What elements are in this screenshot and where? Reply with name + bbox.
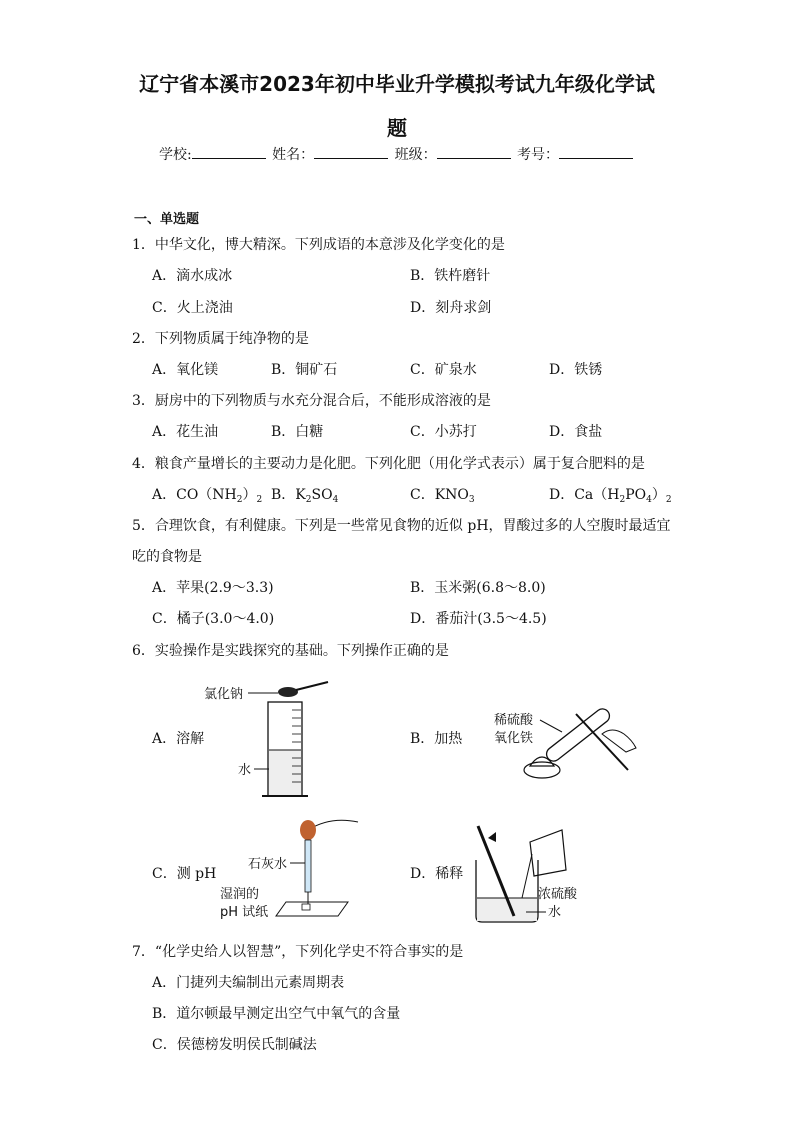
- question-7-stem: 7．“化学史给人以智慧”，下列化学史不符合事实的是: [132, 944, 464, 960]
- exam-no-blank[interactable]: [559, 144, 633, 159]
- q1-option-c[interactable]: C．火上浇油: [152, 300, 233, 316]
- q6-option-b[interactable]: B．加热: [410, 731, 463, 747]
- q4-option-b[interactable]: B．$K_2SO_4$: [271, 487, 339, 505]
- q4-option-c[interactable]: C．$KNO_3$: [410, 487, 475, 505]
- q2-option-b[interactable]: B．铜矿石: [271, 362, 338, 378]
- figure-c-ph-test: [218, 812, 368, 922]
- exam-title-line1: 辽宁省本溪市2023年初中毕业升学模拟考试九年级化学试: [139, 72, 655, 96]
- q1-option-a[interactable]: A．滴水成冰: [152, 268, 233, 284]
- q6-option-d[interactable]: D．稀释: [410, 866, 464, 882]
- class-label: 班级：: [394, 147, 437, 163]
- dropper-bulb-icon: [300, 820, 316, 840]
- question-4-stem: 4．粮食产量增长的主要动力是化肥。下列化肥（用化学式表示）属于复合肥料的是: [132, 456, 645, 472]
- question-3-stem: 3．厨房中的下列物质与水充分混合后，不能形成溶液的是: [132, 393, 491, 409]
- q3-option-b[interactable]: B．白糖: [271, 424, 324, 440]
- figure-a-cylinder: [200, 674, 340, 804]
- q6-option-a[interactable]: A．溶解: [152, 731, 205, 747]
- question-2-stem: 2．下列物质属于纯净物的是: [132, 331, 309, 347]
- section-heading: 一、单选题: [134, 212, 200, 227]
- question-5-stem-line2: 吃的食物是: [132, 549, 202, 565]
- question-5-stem-line1: 5．合理饮食，有利健康。下列是一些常见食物的近似 pH，胃酸过多的人空腹时最适宜: [132, 518, 671, 534]
- q5-option-a[interactable]: A．苹果(2.9～3.3): [152, 580, 274, 596]
- alcohol-lamp-icon: [524, 762, 560, 778]
- exam-title-line2: 题: [387, 116, 407, 140]
- q3-option-d[interactable]: D．食盐: [549, 424, 603, 440]
- school-blank[interactable]: [192, 144, 266, 159]
- q7-option-b[interactable]: B．道尔顿最早测定出空气中氧气的含量: [152, 1006, 401, 1022]
- fig-a-label-nacl: 氯化钠: [204, 687, 244, 702]
- q3-option-a[interactable]: A．花生油: [152, 424, 219, 440]
- q1-option-b[interactable]: B．铁杵磨针: [410, 268, 491, 284]
- q6-option-c[interactable]: C．测 pH: [152, 866, 217, 882]
- q3-option-c[interactable]: C．小苏打: [410, 424, 477, 440]
- fig-b-label-oxide: 氧化铁: [494, 731, 534, 746]
- question-6-stem: 6．实验操作是实践探究的基础。下列操作正确的是: [132, 643, 449, 659]
- q5-option-d[interactable]: D．番茄汁(3.5～4.5): [410, 611, 547, 627]
- q5-option-c[interactable]: C．橘子(3.0～4.0): [152, 611, 275, 627]
- q5-option-b[interactable]: B．玉米粥(6.8～8.0): [410, 580, 546, 596]
- q4-option-a[interactable]: A．$CO(NH_2)_2$: [152, 487, 263, 505]
- student-info-row: [0, 144, 794, 164]
- spoon-icon: [278, 687, 298, 697]
- name-label: 姓名：: [272, 147, 315, 163]
- q1-option-d[interactable]: D．刻舟求剑: [410, 300, 492, 316]
- exam-no-label: 考号：: [517, 147, 560, 163]
- fig-c-label-wet: 湿润的: [220, 887, 260, 902]
- figure-d-dilution: [470, 820, 620, 928]
- school-label: 学校:: [158, 147, 192, 163]
- fig-c-label-paper: pH 试纸: [220, 905, 269, 920]
- fig-a-label-water: 水: [238, 763, 252, 778]
- figure-b-heating: [490, 684, 660, 784]
- question-1-stem: 1．中华文化，博大精深。下列成语的本意涉及化学变化的是: [132, 237, 505, 253]
- name-blank[interactable]: [314, 144, 388, 159]
- q7-option-c[interactable]: C．侯德榜发明侯氏制碱法: [152, 1037, 317, 1053]
- fig-d-label-water: 水: [548, 905, 562, 920]
- class-blank[interactable]: [437, 144, 511, 159]
- q2-option-d[interactable]: D．铁锈: [549, 362, 603, 378]
- fig-c-label-limewater: 石灰水: [248, 857, 288, 872]
- q4-option-d[interactable]: D．$Ca(H_2PO_4)_2$: [549, 487, 672, 505]
- q2-option-c[interactable]: C．矿泉水: [410, 362, 477, 378]
- q7-option-a[interactable]: A．门捷列夫编制出元素周期表: [152, 975, 345, 991]
- q2-option-a[interactable]: A．氧化镁: [152, 362, 219, 378]
- fig-d-label-acid: 浓硫酸: [538, 887, 578, 902]
- pouring-beaker-icon: [530, 830, 566, 876]
- fig-b-label-acid: 稀硫酸: [494, 713, 534, 728]
